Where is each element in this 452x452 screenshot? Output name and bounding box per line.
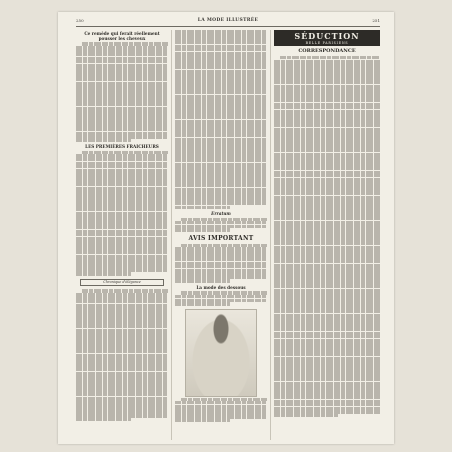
notice-heading: AVIS IMPORTANT (188, 234, 254, 242)
article-body (175, 244, 267, 283)
article-body (175, 30, 267, 209)
column-1 (76, 30, 168, 424)
brand-banner-sub: BELLE PARISIENS (274, 41, 380, 46)
header-rule (76, 26, 380, 27)
article-body (76, 151, 168, 276)
article-body (76, 42, 168, 142)
article-heading: Ce remède qui ferait réellement pousser les cheveux (84, 31, 160, 41)
article-heading: La mode des dessous (196, 284, 246, 290)
column-divider (270, 30, 271, 440)
fashion-illustration (185, 309, 257, 397)
column-2 (175, 30, 267, 425)
article-heading: LES PREMIÈRES FRAICHEURS (85, 144, 159, 150)
newspaper-page (58, 12, 394, 444)
brand-banner: SÉDUCTION (274, 30, 380, 41)
column-3 (274, 30, 380, 420)
page-number-left: 250 (76, 18, 84, 23)
page-number-right: 251 (372, 18, 380, 23)
section-box-title: Chronique d'élégance (80, 279, 164, 286)
article-body (76, 289, 168, 421)
article-body (274, 56, 380, 417)
article-body (175, 291, 267, 305)
article-body (175, 218, 267, 232)
column-divider (171, 30, 172, 440)
page-header (76, 16, 380, 25)
page-title: LA MODE ILLUSTRÉE (197, 18, 259, 23)
article-body (175, 398, 267, 423)
section-heading: CORRESPONDANCE (298, 48, 356, 54)
erratum-heading: Erratum (211, 210, 231, 216)
